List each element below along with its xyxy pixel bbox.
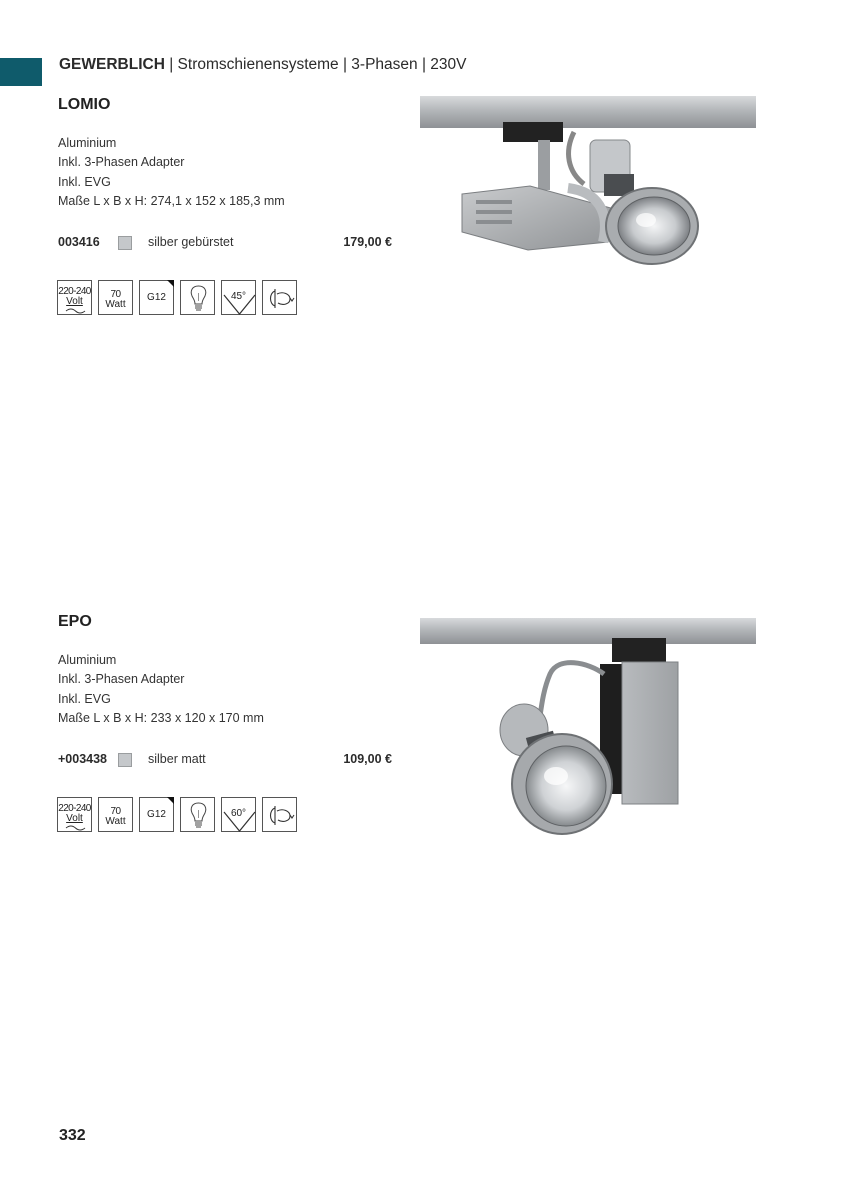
section-tab-marker [0, 58, 42, 86]
epo-product-photo [418, 612, 758, 842]
desc-line: Aluminium [58, 136, 117, 150]
header-category: GEWERBLICH [59, 56, 165, 73]
desc-line: Inkl. 3-Phasen Adapter [58, 672, 185, 687]
voltage-icon: 220-240 Volt [57, 280, 92, 315]
price: 109,00 € [343, 752, 392, 766]
rotate-icon [262, 280, 297, 315]
product-description [58, 651, 264, 728]
voltage-icon: 220-240 Volt [57, 797, 92, 832]
article-row [58, 752, 392, 770]
beam-angle-icon: 45° [221, 280, 256, 315]
wattage-icon: 70 Watt [98, 797, 133, 832]
desc-line: Inkl. EVG [58, 174, 111, 189]
article-number: +003438 [58, 752, 108, 766]
desc-line: Inkl. 3-Phasen Adapter [58, 155, 185, 170]
desc-line: Maße L x B x H: 274,1 x 152 x 185,3 mm [58, 193, 285, 208]
beam-angle-icon: 60° [221, 797, 256, 832]
rotate-icon [262, 797, 297, 832]
product-description [58, 134, 285, 211]
header-path: | Stromschienensysteme | 3-Phasen | 230V [164, 56, 467, 73]
product-title: LOMIO [58, 96, 111, 113]
wattage-icon: 70 Watt [98, 280, 133, 315]
color-swatch [118, 236, 132, 250]
price: 179,00 € [343, 235, 392, 249]
socket-icon: G12 [139, 797, 174, 832]
color-name: silber matt [148, 752, 206, 766]
page-header [59, 56, 466, 74]
socket-icon: G12 [139, 280, 174, 315]
article-number: 003416 [58, 235, 100, 249]
article-row [58, 235, 392, 253]
lomio-product-photo [418, 92, 758, 272]
desc-line: Inkl. EVG [58, 691, 111, 706]
page-number: 332 [59, 1127, 86, 1144]
color-name: silber gebürstet [148, 235, 234, 249]
desc-line: Aluminium [58, 653, 117, 667]
desc-line: Maße L x B x H: 233 x 120 x 170 mm [58, 710, 264, 725]
bulb-icon [180, 797, 215, 832]
color-swatch [118, 753, 132, 767]
bulb-icon [180, 280, 215, 315]
product-title: EPO [58, 613, 92, 630]
